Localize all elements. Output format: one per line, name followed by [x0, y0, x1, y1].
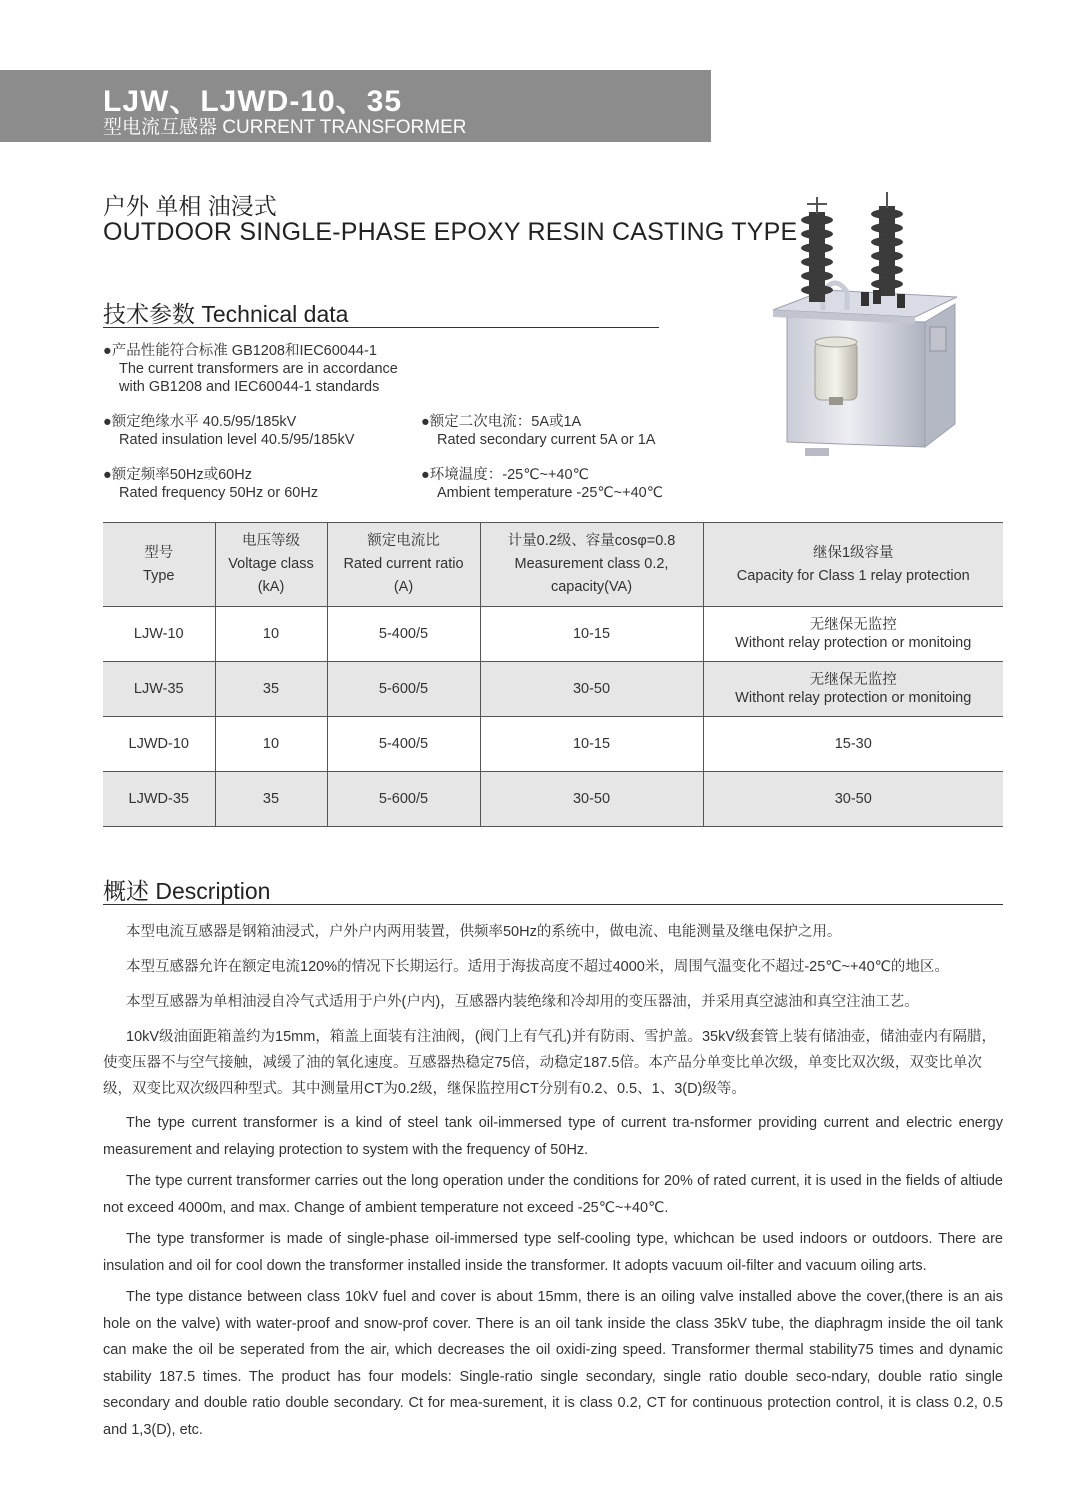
table-header-row: [103, 523, 1003, 607]
cell-ratio: 5-600/5: [327, 662, 480, 717]
spec-temperature: [421, 466, 663, 502]
description-cn: [103, 919, 1003, 1102]
technical-data-heading: 技术参数 Technical data: [103, 301, 349, 327]
table-row: [103, 772, 1003, 827]
spec-standard-en-2: with GB1208 and IEC60044-1 standards: [119, 379, 380, 395]
description-cn-paragraph: 10kV级油面距箱盖约为15mm，箱盖上面装有注油阀，(阀门上有气孔)并有防雨、雪护盖。35kV级套管上装有储油壶，储油壶内有隔腊，使变压器不与空气接触，减缓了油的氧化速度。互感器热稳定75倍，动稳定187.5倍。本产品分单变比单次级，单变比双次级，双变比单次级，双变比双次级四种型式。其中测量用CT为0.2级，继保监控用CT分别有0.2、0.5、1、3(D)级等。: [103, 1029, 997, 1097]
page-title: LJW、LJWD-10、35: [103, 85, 403, 118]
cell-type: LJWD-10: [103, 717, 215, 772]
cell-type: LJW-10: [103, 607, 215, 662]
description-heading: 概述 Description: [103, 878, 271, 904]
cell-relay: 30-50: [834, 790, 872, 807]
spec-standard-cn: ●产品性能符合标准 GB1208和IEC60044-1: [103, 343, 377, 359]
description-cn-paragraph: 本型互感器为单相油浸自冷气式适用于户外(户内)，互感器内装绝缘和冷却用的变压器油，并采用真空滤油和真空注油工艺。: [126, 994, 919, 1010]
cell-voltage: 10: [215, 717, 327, 772]
cell-ratio: 5-600/5: [327, 772, 480, 827]
spec-temperature-en: Ambient temperature -25℃~+40℃: [437, 485, 664, 501]
spec-secondary-current: [421, 413, 655, 449]
header-type: 型号 Type: [103, 523, 215, 607]
table-row: [103, 717, 1003, 772]
description-en-paragraph: The type current transformer is a kind of steel tank oil-immersed type of current tra-nsformer providing current and electric energy measurement and relaying protection to system with the frequency of 50Hz.: [103, 1115, 1003, 1158]
header-relay: 继保1级容量 Capacity for Class 1 relay protection: [736, 544, 970, 584]
spec-insulation-cn: ●额定绝缘水平 40.5/95/185kV: [103, 414, 297, 430]
spec-secondary-current-cn: ●额定二次电流：5A或1A: [421, 414, 582, 430]
description-en-paragraph: The type transformer is made of single-phase oil-immersed type self-cooling type, whichcan be used indoors or outdoors. There are insulation and oil for cool down the transformer installed inside the transformer. It adopts vacuum oil-filter and vacuum oiling arts.: [103, 1231, 1003, 1274]
cell-ratio: 5-400/5: [327, 607, 480, 662]
cell-type: LJW-35: [103, 662, 215, 717]
cell-voltage: 10: [215, 607, 327, 662]
description-en-paragraph: The type distance between class 10kV fuel and cover is about 15mm, there is an oiling valve installed above the cover,(there is an ais hole on the valve) with water-proof and snow-prof cover. There is an oil tank inside the class 35kV tube, the diaphragm inside the oil tank can make the oil be seperated from the air, which decreases the oil oxidi-zing speed. Transformer thermal stability75 times and dynamic stability 187.5 times. The product has four models: Single-ratio single secondary, single ratio double seco-ndary, double ratio single secondary and double ratio double secondary. Ct for mea-surement, it is class 0.2, CT for continuous protection control, it is class 0.2, 0.5 and 1,3(D), etc.: [103, 1289, 1003, 1438]
spec-standard: [103, 342, 398, 396]
spec-temperature-cn: ●环境温度：-25℃~+40℃: [421, 467, 589, 483]
technical-data-rule: [103, 327, 659, 328]
header-measurement: 计量0.2级、容量cosφ=0.8 Measurement class 0.2, capacity(VA): [480, 523, 703, 607]
cell-measurement: 30-50: [480, 772, 703, 827]
cell-measurement: 10-15: [480, 717, 703, 772]
cell-voltage: 35: [215, 662, 327, 717]
cell-measurement: 10-15: [480, 607, 703, 662]
description-en-paragraph: The type current transformer carries out the long operation under the conditions for 20% of rated current, it is used in the fields of altiude not exceed 4000m, and max. Change of ambient temperature not exceed -25℃~+40℃.: [103, 1173, 1003, 1216]
header-voltage: 电压等级 Voltage class (kA): [215, 523, 327, 607]
description-en: [103, 1110, 1003, 1443]
cell-relay: 无继保无监控 Withont relay protection or monitoing: [735, 672, 972, 706]
spec-frequency-cn: ●额定频率50Hz或60Hz: [103, 467, 252, 483]
product-type-cn: 户外 单相 油浸式: [103, 193, 277, 219]
spec-table: [103, 522, 1003, 827]
cell-voltage: 35: [215, 772, 327, 827]
cell-relay: 无继保无监控 Withont relay protection or monitoing: [735, 617, 972, 651]
spec-standard-en-1: The current transformers are in accordance: [119, 361, 398, 377]
page-subtitle: 型电流互感器 CURRENT TRANSFORMER: [103, 117, 467, 138]
description-rule: [103, 904, 1003, 905]
cell-measurement: 30-50: [480, 662, 703, 717]
spec-secondary-current-en: Rated secondary current 5A or 1A: [437, 432, 656, 448]
table-row: [103, 607, 1003, 662]
cell-relay: 15-30: [834, 735, 872, 752]
description-cn-paragraph: 本型互感器允许在额定电流120%的情况下长期运行。适用于海拔高度不超过4000米，周围气温变化不超过-25℃~+40℃的地区。: [126, 959, 949, 975]
transformer-product-image: [765, 192, 965, 467]
table-row: [103, 662, 1003, 717]
spec-frequency-en: Rated frequency 50Hz or 60Hz: [119, 485, 319, 501]
spec-frequency: [103, 466, 318, 502]
cell-ratio: 5-400/5: [327, 717, 480, 772]
spec-insulation: [103, 413, 354, 449]
spec-insulation-en: Rated insulation level 40.5/95/185kV: [119, 432, 355, 448]
cell-type: LJWD-35: [103, 772, 215, 827]
product-type-en: OUTDOOR SINGLE-PHASE EPOXY RESIN CASTING TYPE: [103, 218, 798, 246]
description-cn-paragraph: 本型电流互感器是钢箱油浸式，户外户内两用装置，供频率50Hz的系统中，做电流、电能测量及继电保护之用。: [126, 924, 842, 940]
header-ratio: 额定电流比 Rated current ratio (A): [327, 523, 480, 607]
